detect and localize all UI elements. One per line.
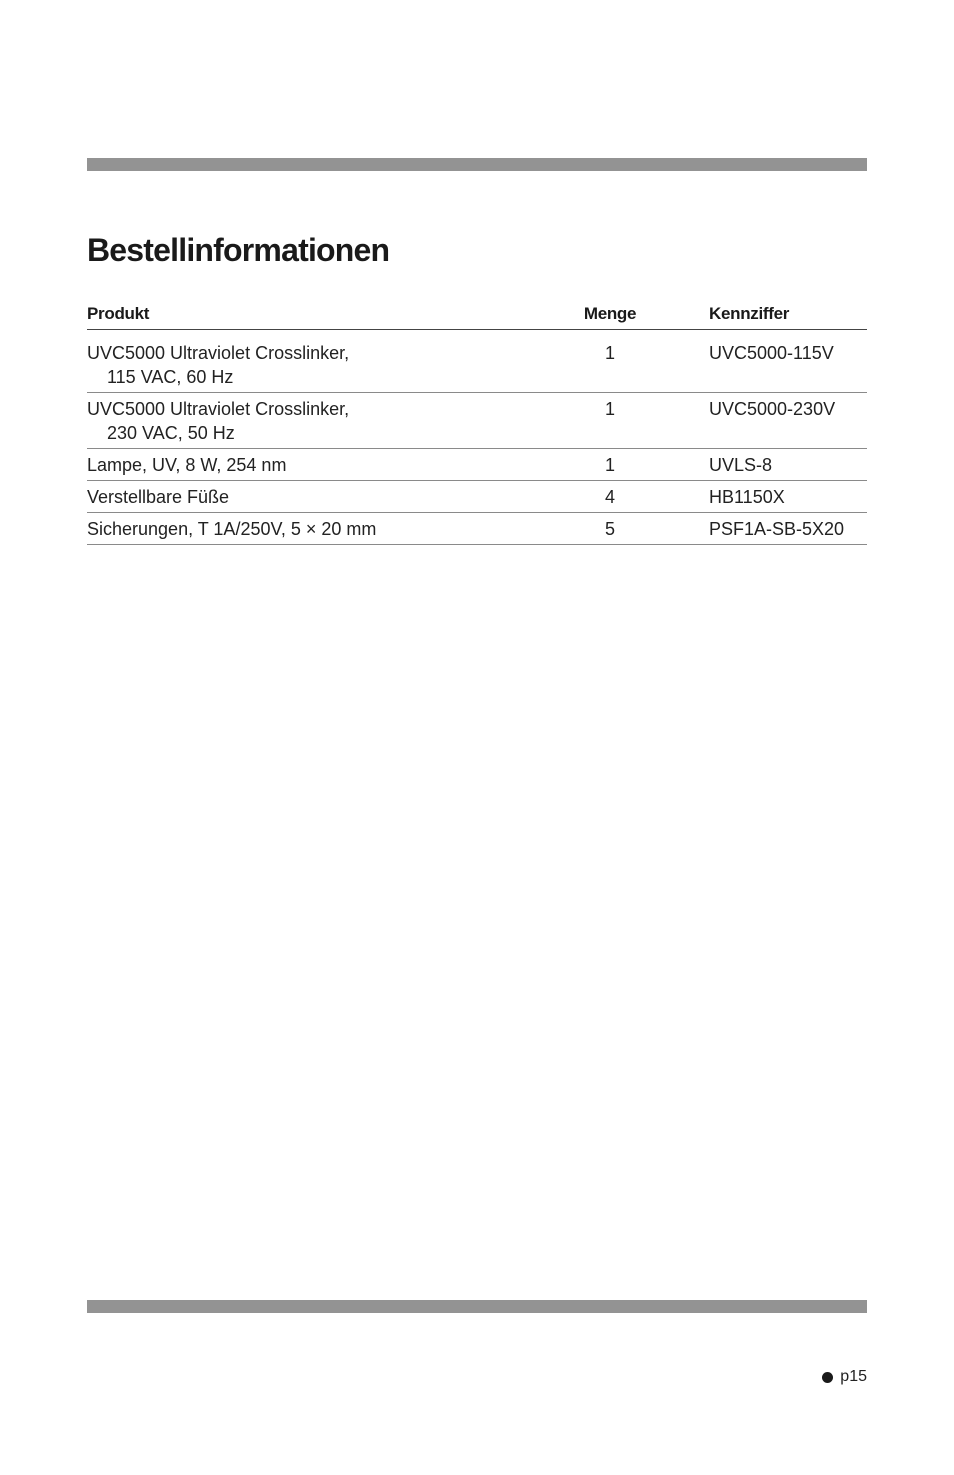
table-row: [87, 393, 867, 449]
table-row: [87, 330, 867, 393]
code-cell: PSF1A-SB-5X20: [693, 513, 867, 545]
table-header-row: [87, 300, 867, 330]
code-cell: UVC5000-115V: [693, 330, 867, 393]
bullet-dot-icon: [822, 1372, 833, 1383]
header-quantity: Menge: [527, 300, 693, 330]
product-cell: Lampe, UV, 8 W, 254 nm: [87, 449, 527, 481]
quantity-cell: 5: [527, 513, 693, 545]
code-cell: UVLS-8: [693, 449, 867, 481]
header-code: Kennziffer: [693, 300, 867, 330]
table-row: [87, 481, 867, 513]
bottom-divider-bar: [87, 1300, 867, 1313]
page-title: Bestellinformationen: [87, 232, 390, 268]
product-cell: [87, 393, 527, 449]
product-name: UVC5000 Ultraviolet Crosslinker,: [87, 343, 350, 363]
product-variant: 230 VAC, 50 Hz: [107, 423, 235, 443]
product-variant: 115 VAC, 60 Hz: [107, 367, 234, 387]
page-number-label: p15: [840, 1368, 867, 1385]
page-number: [822, 1368, 867, 1386]
code-cell: HB1150X: [693, 481, 867, 513]
product-cell: [87, 330, 527, 393]
quantity-cell: 1: [527, 393, 693, 449]
code-cell: UVC5000-230V: [693, 393, 867, 449]
quantity-cell: 1: [527, 330, 693, 393]
order-info-table: [87, 300, 867, 545]
quantity-cell: 4: [527, 481, 693, 513]
product-name: UVC5000 Ultraviolet Crosslinker,: [87, 399, 350, 419]
table-row: [87, 513, 867, 545]
table-row: [87, 449, 867, 481]
header-product: Produkt: [87, 300, 527, 330]
product-cell: Verstellbare Füße: [87, 481, 527, 513]
product-cell: Sicherungen, T 1A/250V, 5 × 20 mm: [87, 513, 527, 545]
quantity-cell: 1: [527, 449, 693, 481]
top-divider-bar: [87, 158, 867, 171]
